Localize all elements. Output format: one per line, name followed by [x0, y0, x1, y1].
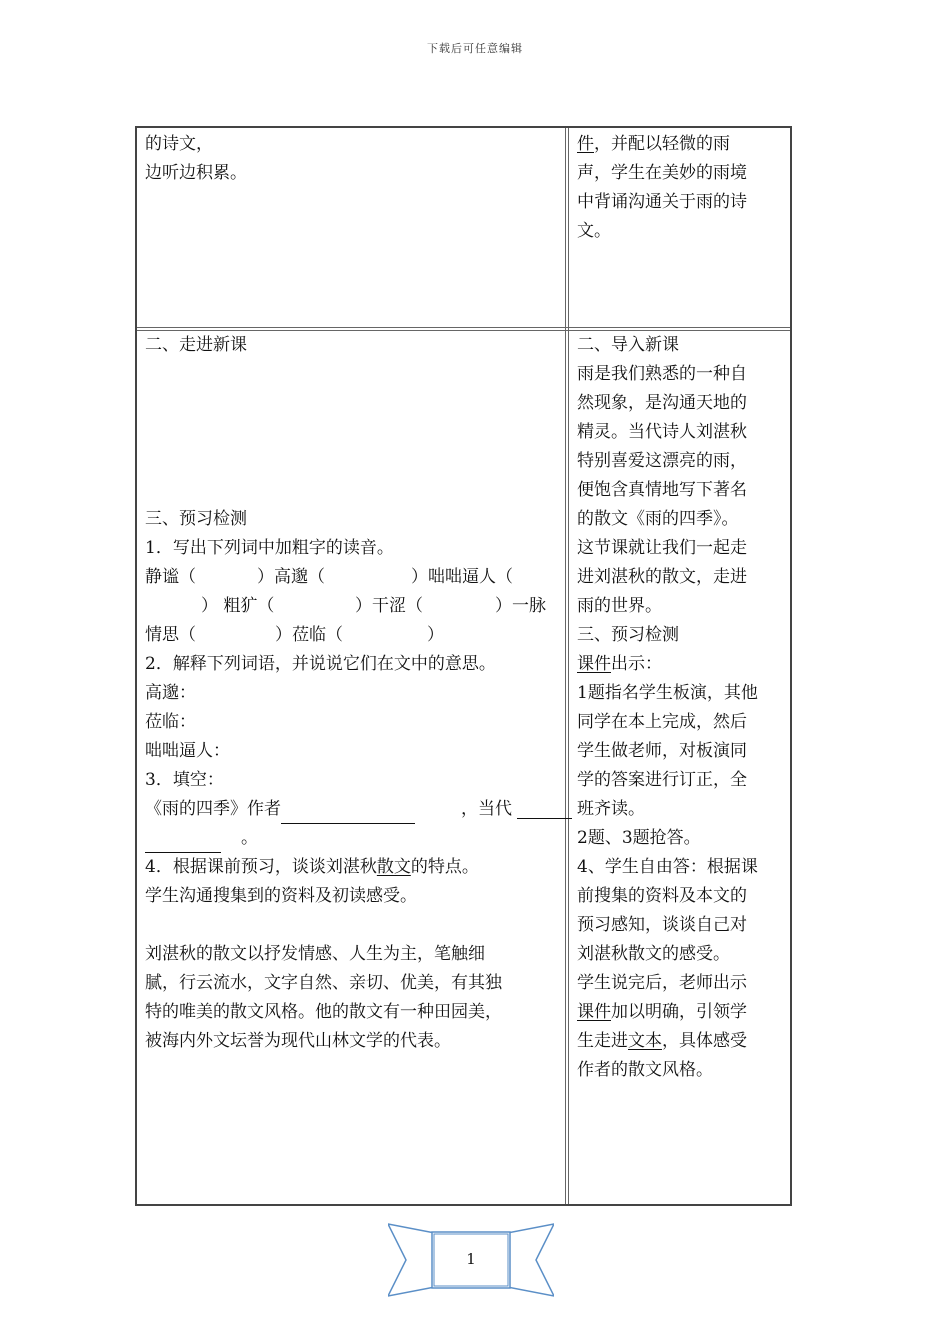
courseware-link[interactable]: 课件	[577, 654, 611, 674]
fill-line	[145, 824, 565, 853]
text-line	[577, 998, 758, 1027]
text-line: 班齐读。	[577, 799, 645, 819]
text-fragment: ，并配以轻微的雨	[594, 134, 730, 154]
text-line: 1题指名学生板演，其他	[577, 683, 758, 703]
word-fragment: 静谧（	[145, 567, 196, 587]
header-note: 下载后可任意编辑	[427, 42, 523, 55]
fill-line	[145, 795, 565, 824]
word-fragment: ）莅临（	[275, 625, 343, 645]
text-line: 声，学生在美妙的雨境	[577, 163, 747, 183]
word-fragment: ）干涩（	[355, 596, 423, 616]
text-line: 学的答案进行订正，全	[577, 770, 747, 790]
text-fragment: 4．根据课前预习，谈谈刘湛秋	[145, 857, 377, 877]
text-fragment: ，当代	[461, 799, 512, 819]
summary-line: 被海内外文坛誉为现代山林文学的代表。	[145, 1031, 451, 1051]
text-line: 学生说完后，老师出示	[577, 973, 747, 993]
text-line: 进刘湛秋的散文，走进	[577, 567, 747, 587]
text-fragment: ，具体感受	[662, 1031, 747, 1051]
summary-line: 刘湛秋的散文以抒发情感、人生为主，笔触细	[145, 944, 485, 964]
text-fragment: 生走进	[577, 1031, 628, 1051]
text-line: 边听边积累。	[145, 163, 247, 183]
row1-left-cell	[145, 130, 247, 188]
text-line: 便饱含真情地写下著名	[577, 480, 747, 500]
text-fragment: 加以明确，引领学	[611, 1002, 747, 1022]
text-link[interactable]: 文本	[628, 1031, 662, 1051]
pinyin-line	[145, 563, 565, 592]
row2-left-cell	[145, 331, 565, 1056]
question-1: 1．写出下列词中加粗字的读音。	[145, 538, 394, 558]
student-note: 学生沟通搜集到的资料及初读感受。	[145, 886, 417, 906]
word-fragment: ） 粗犷（	[201, 596, 275, 616]
text-line: 的散文《雨的四季》。	[577, 509, 739, 529]
section-heading: 二、走进新课	[145, 335, 247, 355]
summary-line: 腻，行云流水，文字自然、亲切、优美，有其独	[145, 973, 502, 993]
question-3: 3．填空：	[145, 770, 224, 790]
word-fragment: ）一脉	[495, 596, 546, 616]
word-fragment: ）	[427, 625, 444, 645]
column-divider	[565, 128, 569, 1204]
text-line	[577, 130, 747, 159]
text-line: 同学在本上完成，然后	[577, 712, 747, 732]
text-line: 中背诵沟通关于雨的诗	[577, 192, 747, 212]
text-line: 二、导入新课	[577, 335, 679, 355]
text-line: 雨是我们熟悉的一种自	[577, 364, 747, 384]
text-line: 预习感知，谈谈自己对	[577, 915, 747, 935]
courseware-link[interactable]: 件	[577, 134, 594, 154]
answer-blank[interactable]	[145, 834, 221, 853]
text-fragment: 《雨的四季》作者	[145, 799, 281, 819]
text-line: 前搜集的资料及本文的	[577, 886, 747, 906]
question-4	[145, 853, 565, 882]
text-line: 特别喜爱这漂亮的雨，	[577, 451, 747, 471]
text-line: 4、学生自由答：根据课	[577, 857, 758, 877]
lesson-table	[135, 126, 792, 1206]
row1-right-cell	[577, 130, 747, 246]
text-line: 作者的散文风格。	[577, 1060, 713, 1080]
term-item: 咄咄逼人：	[145, 741, 230, 761]
summary-line: 特的唯美的散文风格。他的散文有一种田园美，	[145, 1002, 502, 1022]
section-heading: 三、预习检测	[145, 509, 247, 529]
word-fragment: 情思（	[145, 625, 196, 645]
text-line: 然现象，是沟通天地的	[577, 393, 747, 413]
text-line: 刘湛秋散文的感受。	[577, 944, 730, 964]
text-line	[577, 1027, 758, 1056]
page-number: 1	[466, 1250, 476, 1268]
term-item: 高邈：	[145, 683, 196, 703]
row2-right-cell	[577, 331, 758, 1085]
prose-link[interactable]: 散文	[376, 857, 411, 877]
text-line: 这节课就让我们一起走	[577, 538, 747, 558]
pinyin-line	[145, 621, 565, 650]
courseware-link[interactable]: 课件	[577, 1002, 611, 1022]
text-fragment: 。	[241, 828, 258, 848]
answer-blank[interactable]	[517, 800, 572, 819]
text-line: 2题、3题抢答。	[577, 828, 701, 848]
text-line: 雨的世界。	[577, 596, 662, 616]
text-fragment: 的特点。	[410, 857, 479, 877]
text-line: 精灵。当代诗人刘湛秋	[577, 422, 747, 442]
text-line: 的诗文，	[145, 134, 213, 154]
text-fragment: 出示：	[611, 654, 662, 674]
text-line: 学生做老师，对板演同	[577, 741, 747, 761]
text-line: 三、预习检测	[577, 625, 679, 645]
text-line: 文。	[577, 221, 611, 241]
pinyin-line	[145, 592, 565, 621]
page-footer	[388, 1220, 554, 1302]
question-2: 2．解释下列词语，并说说它们在文中的意思。	[145, 654, 496, 674]
word-fragment: ）高邈（	[257, 567, 325, 587]
word-fragment: ）咄咄逼人（	[411, 567, 513, 587]
answer-blank[interactable]	[281, 805, 415, 824]
text-line	[577, 650, 758, 679]
term-item: 莅临：	[145, 712, 196, 732]
